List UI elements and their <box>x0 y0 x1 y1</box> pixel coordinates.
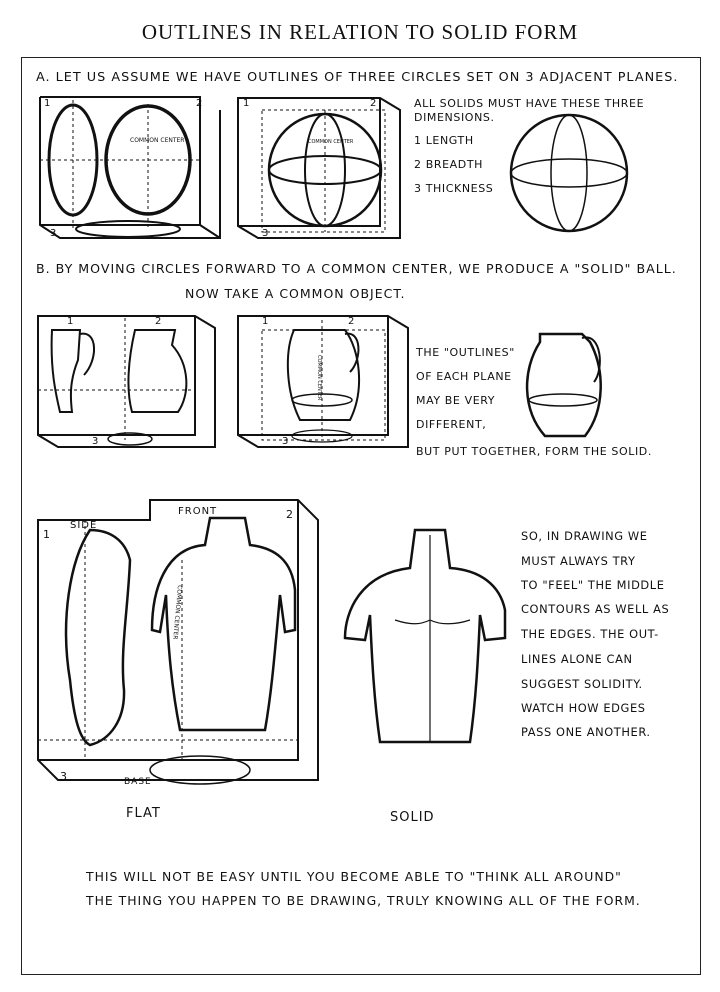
plane-number-2: 2 <box>196 98 203 109</box>
dimension-breadth: 2 BREADTH <box>414 158 484 171</box>
front-label: FRONT <box>178 506 218 517</box>
pitcher-plane-3: 3 <box>92 436 99 447</box>
common-center-label: COMMON CENTER <box>130 137 185 144</box>
torso-text-line-4: CONTOURS AS WELL AS <box>521 602 670 616</box>
pitcher-text-line-4: DIFFERENT, <box>416 418 487 431</box>
torso-flat-planes-drawing <box>38 500 318 787</box>
pitcher-text-line-5: BUT PUT TOGETHER, FORM THE SOLID. <box>416 445 652 458</box>
section-a-text: A. LET US ASSUME WE HAVE OUTLINES OF THREE CIRCLES SET ON 3 ADJACENT PLANES. <box>36 70 679 85</box>
torso-plane-1: 1 <box>43 528 50 541</box>
torso-text-line-8: WATCH HOW EDGES <box>521 701 646 715</box>
common-center-label-pitcher: COMMON CENTER <box>316 355 322 401</box>
pitcher-text-line-3: MAY BE VERY <box>416 394 496 407</box>
common-object-text: NOW TAKE A COMMON OBJECT. <box>185 286 406 301</box>
section-b-text: B. BY MOVING CIRCLES FORWARD TO A COMMON CENTER, WE PRODUCE A "SOLID" BALL. <box>36 261 677 276</box>
torso-text-line-1: SO, IN DRAWING WE <box>521 529 648 543</box>
torso-text-line-9: PASS ONE ANOTHER. <box>521 725 651 739</box>
plane-number-3: 3 <box>50 228 57 239</box>
pitcher-text-line-2: OF EACH PLANE <box>416 370 512 383</box>
plane-number-1: 1 <box>44 98 51 109</box>
ball-in-planes-drawing <box>238 98 400 239</box>
pitcher-plane-2: 2 <box>155 316 162 327</box>
dimension-length: 1 LENGTH <box>414 134 474 147</box>
torso-text-line-6: LINES ALONE CAN <box>521 652 633 666</box>
solid-pitcher-drawing <box>527 334 601 436</box>
common-center-label-ball: COMMON CENTER <box>308 139 354 145</box>
pitcher-flat-planes-drawing <box>38 316 215 447</box>
pitcher-text-line-1: THE "OUTLINES" <box>416 346 515 359</box>
plane-number-3b: 3 <box>262 228 269 239</box>
footer-line-2: THE THING YOU HAPPEN TO BE DRAWING, TRULY KNOWING ALL OF THE FORM. <box>86 893 641 908</box>
pitcher-plane-1: 1 <box>67 316 74 327</box>
plane-number-2b: 2 <box>370 98 377 109</box>
dimensions-heading-1: ALL SOLIDS MUST HAVE THESE THREE <box>414 97 645 110</box>
dimensions-heading-2: DIMENSIONS. <box>414 111 495 124</box>
pitcher-plane-2b: 2 <box>348 316 355 327</box>
torso-text-line-2: MUST ALWAYS TRY <box>521 554 636 568</box>
torso-plane-3: 3 <box>60 770 67 783</box>
torso-text-line-7: SUGGEST SOLIDITY. <box>521 677 643 691</box>
base-label: BASE <box>124 777 152 787</box>
solid-caption: SOLID <box>390 810 435 825</box>
side-label: SIDE <box>70 520 98 531</box>
torso-text-line-3: TO "FEEL" THE MIDDLE <box>521 578 665 592</box>
torso-text-line-5: THE EDGES. THE OUT- <box>521 627 659 641</box>
pitcher-plane-3b: 3 <box>282 436 289 447</box>
plane-number-1b: 1 <box>243 98 250 109</box>
footer-line-1: THIS WILL NOT BE EASY UNTIL YOU BECOME ABLE TO "THINK ALL AROUND" <box>86 869 622 884</box>
flat-caption: FLAT <box>126 806 161 821</box>
common-center-label-torso: COMMON CENTER <box>171 584 183 640</box>
solid-torso-drawing <box>345 530 505 742</box>
page-title: OUTLINES IN RELATION TO SOLID FORM <box>141 20 579 44</box>
torso-plane-2: 2 <box>286 508 293 521</box>
pitcher-solid-planes-drawing <box>238 316 408 447</box>
dimension-thickness: 3 THICKNESS <box>414 182 494 195</box>
solid-ball-drawing <box>511 115 627 231</box>
three-planes-circles-drawing <box>40 97 220 239</box>
pitcher-plane-1b: 1 <box>262 316 269 327</box>
